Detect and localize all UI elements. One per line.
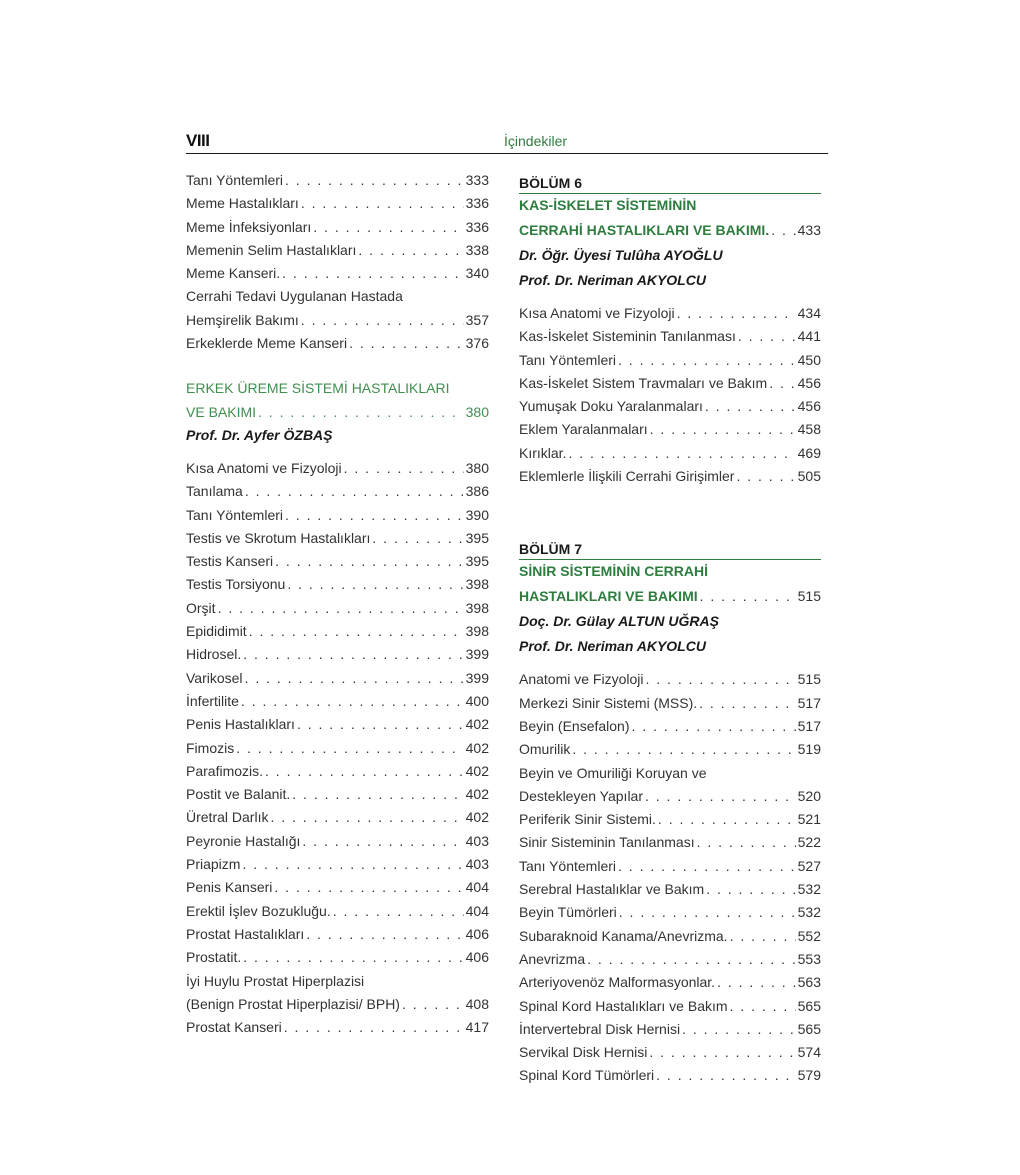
toc-entry-page: 532 xyxy=(797,881,821,898)
toc-entry-title: Arteriyovenöz Malformasyonlar. xyxy=(519,974,716,991)
toc-entry[interactable] xyxy=(519,998,821,1021)
toc-entry[interactable] xyxy=(519,468,821,491)
leader-dots xyxy=(274,879,463,895)
chapter-author: Prof. Dr. Neriman AKYOLCU xyxy=(519,272,706,288)
toc-entry-page: 404 xyxy=(465,902,489,919)
toc-entry[interactable] xyxy=(186,242,489,265)
toc-entry-title: Varikosel xyxy=(186,669,243,686)
toc-entry-title: İntervertebral Disk Hernisi xyxy=(519,1020,681,1037)
toc-entry-title: Üretral Darlık xyxy=(186,809,269,826)
toc-entry-page: 380 xyxy=(465,459,489,476)
leader-dots xyxy=(587,951,796,967)
toc-entry-page: 521 xyxy=(797,811,821,828)
chapter-title-line: KAS-İSKELET SİSTEMİNİN xyxy=(519,197,697,213)
leader-dots xyxy=(650,421,796,437)
leader-dots xyxy=(699,695,796,711)
toc-entry[interactable] xyxy=(186,335,489,358)
toc-entry[interactable] xyxy=(186,1019,489,1042)
toc-entry[interactable] xyxy=(186,740,489,763)
toc-entry-page: 402 xyxy=(465,786,489,803)
section-title-entry[interactable] xyxy=(186,404,489,427)
toc-entry[interactable] xyxy=(186,507,489,530)
toc-entry-page: 552 xyxy=(797,927,821,944)
toc-entry-title: Meme Hastalıkları xyxy=(186,195,299,212)
toc-entry-page: 520 xyxy=(797,787,821,804)
leader-dots xyxy=(568,445,795,461)
toc-entry-page: 505 xyxy=(797,468,821,485)
leader-dots xyxy=(700,588,796,604)
leader-dots xyxy=(285,172,464,188)
toc-entry-page: 574 xyxy=(797,1044,821,1061)
leader-dots xyxy=(572,741,795,757)
toc-entry-page: 517 xyxy=(797,694,821,711)
toc-entry-page: 398 xyxy=(465,623,489,640)
toc-entry-page: 400 xyxy=(465,692,489,709)
toc-entry-title: Epididimit xyxy=(186,623,247,640)
section-page: 380 xyxy=(465,403,489,420)
toc-group-ch6 xyxy=(519,305,821,491)
toc-entry-page: 395 xyxy=(465,553,489,570)
toc-entry-page: 519 xyxy=(797,741,821,758)
leader-dots xyxy=(302,833,463,849)
toc-entry-page: 565 xyxy=(797,1020,821,1037)
toc-entry[interactable] xyxy=(519,305,821,328)
toc-entry-page: 390 xyxy=(465,506,489,523)
toc-entry-title: Omurilik xyxy=(519,741,571,758)
toc-entry-title: Kırıklar. xyxy=(519,444,567,461)
toc-entry[interactable] xyxy=(519,881,821,904)
toc-group-left-main xyxy=(186,460,489,973)
toc-entry-title: Kısa Anatomi ve Fizyoloji xyxy=(519,305,675,321)
toc-entry[interactable] xyxy=(186,833,489,856)
toc-entry-page: 402 xyxy=(465,716,489,733)
toc-entry-page: 579 xyxy=(797,1067,821,1084)
leader-dots xyxy=(736,468,795,484)
toc-entry[interactable] xyxy=(519,328,821,351)
chapter-page: 515 xyxy=(797,588,821,605)
toc-entry-title: Yumuşak Doku Yaralanmaları xyxy=(519,398,703,415)
leader-dots xyxy=(706,881,795,897)
toc-entry-title: Servikal Disk Hernisi xyxy=(519,1044,648,1061)
toc-entry-page: 333 xyxy=(465,172,489,188)
leader-dots xyxy=(301,312,464,328)
toc-entry[interactable] xyxy=(186,265,489,288)
toc-entry-title: İnfertilite xyxy=(186,692,239,709)
toc-entry[interactable] xyxy=(186,646,489,669)
toc-entry-page: 338 xyxy=(465,241,489,258)
toc-entry-page: 376 xyxy=(465,335,489,352)
toc-entry[interactable] xyxy=(519,671,821,694)
toc-entry[interactable] xyxy=(519,445,821,468)
toc-entry-title: Postit ve Balanit. xyxy=(186,786,291,803)
toc-entry-title: (Benign Prostat Hiperplazisi/ BPH) xyxy=(186,995,400,1012)
leader-dots xyxy=(618,858,796,874)
leader-dots xyxy=(658,811,796,827)
leader-dots xyxy=(287,576,463,592)
toc-entry-title: Tanı Yöntemleri xyxy=(186,172,284,188)
toc-entry[interactable] xyxy=(186,460,489,483)
toc-entry[interactable] xyxy=(186,312,489,335)
chapter-label: BÖLÜM 6 xyxy=(519,172,821,194)
leader-dots xyxy=(738,328,796,344)
leader-dots xyxy=(258,404,464,420)
section-title: VE BAKIMI xyxy=(186,403,257,420)
toc-entry-title: Spinal Kord Tümörleri xyxy=(519,1067,655,1084)
toc-entry-title: Memenin Selim Hastalıkları xyxy=(186,241,357,258)
toc-entry[interactable] xyxy=(186,809,489,832)
toc-entry-title: Destekleyen Yapılar xyxy=(519,787,643,804)
section-title-line: ERKEK ÜREME SİSTEMİ HASTALIKLARI xyxy=(186,380,450,397)
toc-entry[interactable] xyxy=(519,904,821,927)
toc-entry-title: Meme İnfeksiyonları xyxy=(186,218,312,235)
toc-entry-page: 340 xyxy=(465,265,489,282)
leader-dots xyxy=(646,671,796,687)
toc-entry-title: Testis ve Skrotum Hastalıkları xyxy=(186,529,371,546)
toc-entry[interactable] xyxy=(519,375,821,398)
chapter-title-entry[interactable] xyxy=(519,588,821,613)
toc-entry[interactable] xyxy=(186,530,489,553)
leader-dots xyxy=(677,305,796,321)
chapter-label: BÖLÜM 7 xyxy=(519,538,821,560)
leader-dots xyxy=(632,718,796,734)
toc-entry-page: 441 xyxy=(797,328,821,345)
toc-entry[interactable] xyxy=(186,195,489,218)
toc-entry-page: 456 xyxy=(797,374,821,391)
toc-entry-title: Sinir Sisteminin Tanılanması xyxy=(519,834,695,851)
toc-entry-page: 398 xyxy=(465,576,489,593)
leader-dots xyxy=(344,460,464,476)
toc-entry-page: 522 xyxy=(797,834,821,851)
toc-entry-title: Merkezi Sinir Sistemi (MSS). xyxy=(519,694,698,711)
toc-entry[interactable] xyxy=(186,576,489,599)
toc-entry-page: 402 xyxy=(465,809,489,826)
leader-dots xyxy=(402,996,464,1012)
toc-entry-page: 417 xyxy=(465,1019,489,1036)
toc-entry-title: Prostat Hastalıkları xyxy=(186,925,305,942)
chapter-title-entry[interactable] xyxy=(519,222,821,247)
leader-dots xyxy=(285,507,464,523)
leader-dots xyxy=(306,926,463,942)
toc-entry-page: 515 xyxy=(797,671,821,688)
toc-entry[interactable] xyxy=(519,1044,821,1067)
leader-dots xyxy=(697,834,796,850)
toc-entry-line: Beyin ve Omuriliği Koruyan ve xyxy=(519,764,707,781)
toc-entry[interactable] xyxy=(186,786,489,809)
chapter-title: HASTALIKLARI VE BAKIMI xyxy=(519,588,698,605)
toc-entry-page: 469 xyxy=(797,444,821,461)
toc-entry[interactable] xyxy=(186,623,489,646)
toc-left-column xyxy=(186,172,489,1042)
toc-entry[interactable] xyxy=(186,693,489,716)
leader-dots xyxy=(313,219,463,235)
toc-entry-page: 402 xyxy=(465,762,489,779)
toc-group-ch7a xyxy=(519,671,821,764)
toc-entry-title: Tanı Yöntemleri xyxy=(519,351,617,368)
toc-entry-title: Beyin (Ensefalon) xyxy=(519,717,630,734)
toc-entry-title: Erektil İşlev Bozukluğu. xyxy=(186,902,331,919)
toc-entry-page: 406 xyxy=(465,949,489,966)
toc-entry[interactable] xyxy=(519,811,821,834)
toc-entry-title: Beyin Tümörleri xyxy=(519,904,617,921)
toc-entry[interactable] xyxy=(519,695,821,718)
leader-dots xyxy=(242,856,463,872)
toc-entry-title: Meme Kanseri. xyxy=(186,265,281,282)
toc-entry-title: Subaraknoid Kanama/Anevrizma. xyxy=(519,927,728,944)
toc-entry-page: 450 xyxy=(797,351,821,368)
toc-entry-title: Anatomi ve Fizyoloji xyxy=(519,671,644,688)
toc-entry[interactable] xyxy=(186,763,489,786)
toc-entry[interactable] xyxy=(186,879,489,902)
toc-entry[interactable] xyxy=(519,1021,821,1044)
toc-entry-page: 386 xyxy=(465,483,489,500)
leader-dots xyxy=(249,623,464,639)
toc-entry[interactable] xyxy=(519,858,821,881)
toc-entry-title: Testis Torsiyonu xyxy=(186,576,286,593)
toc-entry-title: Testis Kanseri xyxy=(186,553,274,570)
toc-entry-line: Cerrahi Tedavi Uygulanan Hastada xyxy=(186,288,403,305)
section-author: Prof. Dr. Ayfer ÖZBAŞ xyxy=(186,426,333,443)
toc-entry-title: Priapizm xyxy=(186,856,241,873)
leader-dots xyxy=(717,974,796,990)
toc-entry-page: 399 xyxy=(465,646,489,663)
leader-dots xyxy=(730,928,796,944)
toc-entry-page: 563 xyxy=(797,974,821,991)
toc-entry[interactable] xyxy=(519,928,821,951)
toc-entry-title: Penis Hastalıkları xyxy=(186,716,295,733)
toc-entry-page: 336 xyxy=(465,218,489,235)
leader-dots xyxy=(218,600,464,616)
toc-entry-title: Tanı Yöntemleri xyxy=(186,506,284,523)
toc-entry-title: Periferik Sinir Sistemi. xyxy=(519,811,656,828)
toc-entry[interactable] xyxy=(186,600,489,623)
chapter-author: Prof. Dr. Neriman AKYOLCU xyxy=(519,638,706,655)
toc-entry-page: 404 xyxy=(465,879,489,896)
toc-entry-page: 403 xyxy=(465,856,489,873)
toc-entry-page: 458 xyxy=(797,421,821,438)
chapter-page: 433 xyxy=(797,222,821,238)
toc-entry[interactable] xyxy=(186,996,489,1019)
leader-dots xyxy=(236,740,463,756)
leader-dots xyxy=(282,265,463,281)
leader-dots xyxy=(349,335,464,351)
toc-right-column xyxy=(519,172,821,1091)
toc-entry-title: Spinal Kord Hastalıkları ve Bakım xyxy=(519,997,728,1014)
toc-entry-page: 395 xyxy=(465,529,489,546)
leader-dots xyxy=(241,693,464,709)
toc-group-left-top xyxy=(186,172,489,288)
toc-entry-title: Anevrizma xyxy=(519,950,586,967)
toc-entry-page: 532 xyxy=(797,904,821,921)
toc-entry[interactable] xyxy=(519,398,821,421)
toc-entry-title: Fimozis xyxy=(186,739,235,756)
leader-dots xyxy=(275,553,463,569)
toc-entry-page: 399 xyxy=(465,669,489,686)
toc-entry-title: Kas-İskelet Sisteminin Tanılanması xyxy=(519,328,736,345)
leader-dots xyxy=(245,670,464,686)
toc-entry-page: 357 xyxy=(465,311,489,328)
toc-entry-title: Hemşirelik Bakımı xyxy=(186,311,299,328)
leader-dots xyxy=(619,904,796,920)
leader-dots xyxy=(358,242,463,258)
toc-entry-page: 456 xyxy=(797,398,821,415)
toc-entry[interactable] xyxy=(519,1067,821,1090)
toc-entry-title: Tanı Yöntemleri xyxy=(519,857,617,874)
leader-dots xyxy=(618,352,796,368)
toc-entry[interactable] xyxy=(519,951,821,974)
chapter-author: Dr. Öğr. Üyesi Tulûha AYOĞLU xyxy=(519,247,723,263)
leader-dots xyxy=(771,222,795,238)
toc-entry[interactable] xyxy=(186,856,489,879)
leader-dots xyxy=(292,786,463,802)
toc-group-ch7b xyxy=(519,811,821,1091)
toc-entry-page: 336 xyxy=(465,195,489,212)
running-header xyxy=(186,131,828,154)
toc-entry-title: Eklemlerle İlişkili Cerrahi Girişimler xyxy=(519,468,735,485)
toc-entry-page: 434 xyxy=(797,305,821,321)
leader-dots xyxy=(297,716,464,732)
leader-dots xyxy=(243,949,463,965)
toc-entry-page: 398 xyxy=(465,599,489,616)
leader-dots xyxy=(243,646,463,662)
toc-entry-page: 517 xyxy=(797,717,821,734)
toc-entry[interactable] xyxy=(186,553,489,576)
running-title: İçindekiler xyxy=(504,133,568,149)
toc-entry-title: Prostat Kanseri xyxy=(186,1019,282,1036)
toc-entry[interactable] xyxy=(186,926,489,949)
toc-entry[interactable] xyxy=(519,741,821,764)
toc-entry-page: 527 xyxy=(797,857,821,874)
toc-entry[interactable] xyxy=(519,834,821,857)
toc-entry[interactable] xyxy=(186,483,489,506)
toc-entry[interactable] xyxy=(519,974,821,997)
toc-entry-title: Kısa Anatomi ve Fizyoloji xyxy=(186,459,342,476)
leader-dots xyxy=(265,763,464,779)
toc-entry-page: 406 xyxy=(465,925,489,942)
page-number: VIII xyxy=(186,131,210,150)
chapter-title: CERRAHİ HASTALIKLARI VE BAKIMI. xyxy=(519,222,770,238)
toc-entry-title: Hidrosel. xyxy=(186,646,242,663)
leader-dots xyxy=(705,398,796,414)
leader-dots xyxy=(245,483,464,499)
leader-dots xyxy=(730,998,796,1014)
toc-entry-title: Erkeklerde Meme Kanseri xyxy=(186,335,348,352)
toc-entry-line: İyi Huylu Prostat Hiperplazisi xyxy=(186,972,365,989)
toc-entry-title: Parafimozis. xyxy=(186,762,264,779)
leader-dots xyxy=(284,1019,464,1035)
toc-entry-title: Penis Kanseri xyxy=(186,879,273,896)
toc-entry-title: Eklem Yaralanmaları xyxy=(519,421,648,438)
toc-entry-page: 408 xyxy=(465,995,489,1012)
leader-dots xyxy=(649,1044,795,1060)
toc-entry[interactable] xyxy=(186,903,489,926)
chapter-title-line: SİNİR SİSTEMİNİN CERRAHİ xyxy=(519,563,709,580)
toc-entry[interactable] xyxy=(519,718,821,741)
leader-dots xyxy=(270,809,463,825)
toc-entry[interactable] xyxy=(186,172,489,195)
toc-entry-title: Prostatit. xyxy=(186,949,242,966)
toc-entry[interactable] xyxy=(186,219,489,242)
toc-entry-page: 402 xyxy=(465,739,489,756)
chapter-author: Doç. Dr. Gülay ALTUN UĞRAŞ xyxy=(519,613,719,630)
leader-dots xyxy=(682,1021,796,1037)
toc-entry[interactable] xyxy=(186,949,489,972)
toc-entry-title: Orşit xyxy=(186,599,216,616)
leader-dots xyxy=(656,1067,796,1083)
toc-entry-title: Kas-İskelet Sistem Travmaları ve Bakım xyxy=(519,374,768,391)
leader-dots xyxy=(372,530,463,546)
leader-dots xyxy=(769,375,795,391)
toc-entry-page: 553 xyxy=(797,950,821,967)
toc-entry-title: Serebral Hastalıklar ve Bakım xyxy=(519,881,705,898)
leader-dots xyxy=(333,903,464,919)
toc-entry[interactable] xyxy=(519,421,821,444)
toc-entry[interactable] xyxy=(186,670,489,693)
toc-entry[interactable] xyxy=(186,716,489,739)
leader-dots xyxy=(645,788,796,804)
toc-entry-title: Tanılama xyxy=(186,483,243,500)
toc-entry[interactable] xyxy=(519,352,821,375)
toc-entry-title: Peyronie Hastalığı xyxy=(186,832,301,849)
toc-entry-page: 565 xyxy=(797,997,821,1014)
toc-entry-page: 403 xyxy=(465,832,489,849)
leader-dots xyxy=(301,195,464,211)
toc-entry[interactable] xyxy=(519,788,821,811)
